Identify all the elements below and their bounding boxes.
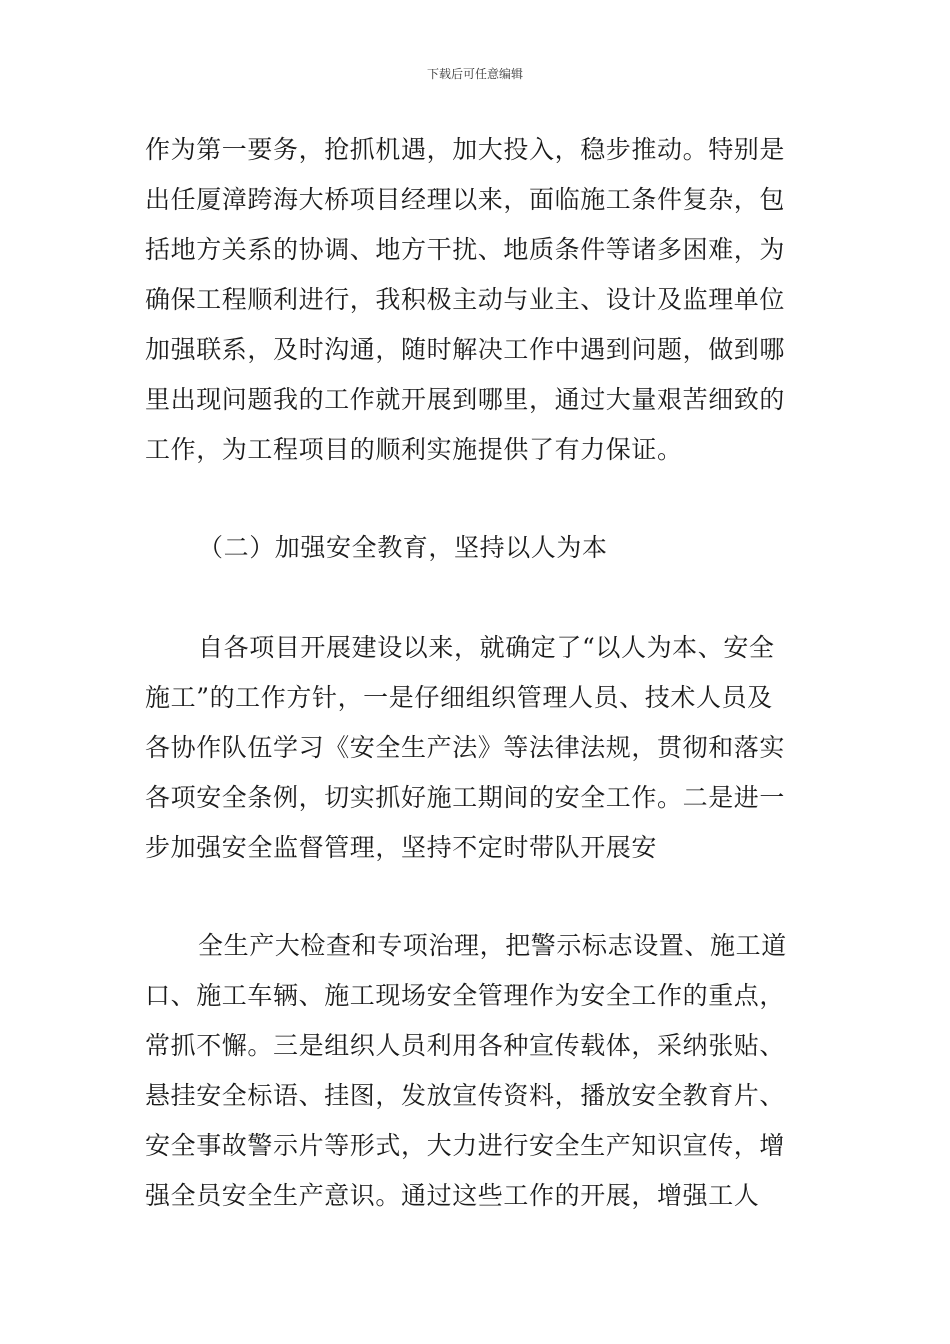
paragraph-3-line-2: 施工”的工作方针，一是仔细组织管理人员、技术人员及 xyxy=(145,683,773,712)
paragraph-3-line-1: 自各项目开展建设以来，就确定了“以人为本、安全 xyxy=(198,633,775,662)
paragraph-4-line-5: 安全事故警示片等形式，大力进行安全生产知识宣传，增 xyxy=(145,1131,786,1160)
paragraph-1-line-6: 里出现问题我的工作就开展到哪里，通过大量艰苦细致的 xyxy=(145,385,786,414)
paragraph-3-line-5: 步加强安全监督管理，坚持不定时带队开展安 xyxy=(145,833,658,862)
paragraph-3-line-4: 各项安全条例，切实抓好施工期间的安全工作。二是进一 xyxy=(145,783,786,812)
paragraph-4-line-3: 常抓不懈。三是组织人员利用各种宣传载体，采纳张贴、 xyxy=(145,1031,786,1060)
paragraph-3-line-3: 各协作队伍学习《安全生产法》等法律法规，贯彻和落实 xyxy=(145,733,786,762)
paragraph-4-line-1: 全生产大检查和专项治理，把警示标志设置、施工道 xyxy=(198,931,787,960)
paragraph-1-line-3: 括地方关系的协调、地方干扰、地质条件等诸多困难，为 xyxy=(145,235,786,264)
paragraph-1-line-5: 加强联系，及时沟通，随时解决工作中遇到问题，做到哪 xyxy=(145,335,786,364)
paragraph-1-line-7: 工作，为工程项目的顺利实施提供了有力保证。 xyxy=(145,435,683,464)
paragraph-1-line-4: 确保工程顺利进行，我积极主动与业主、设计及监理单位 xyxy=(145,285,786,314)
paragraph-1-line-1: 作为第一要务，抢抓机遇，加大投入，稳步推动。特别是 xyxy=(145,135,786,164)
paragraph-4-line-4: 悬挂安全标语、挂图，发放宣传资料，播放安全教育片、 xyxy=(145,1081,786,1110)
paragraph-4-line-6: 强全员安全生产意识。通过这些工作的开展，增强工人 xyxy=(145,1181,760,1210)
page-header: 下载后可任意编辑 xyxy=(426,67,523,81)
section-heading: （二）加强安全教育，坚持以人为本 xyxy=(198,533,608,562)
paragraph-1-line-2: 出任厦漳跨海大桥项目经理以来，面临施工条件复杂，包 xyxy=(145,185,786,214)
paragraph-4-line-2: 口、施工车辆、施工现场安全管理作为安全工作的重点， xyxy=(145,981,786,1010)
